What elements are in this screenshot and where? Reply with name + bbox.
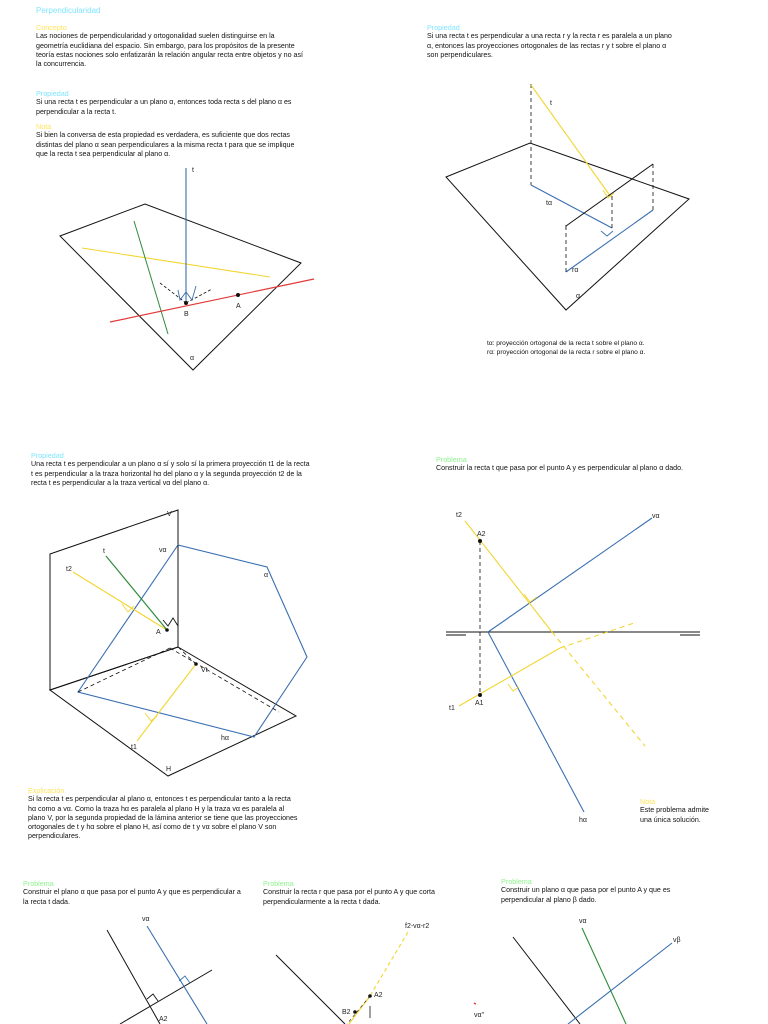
fig5-right-angle-1 <box>147 994 158 1001</box>
fig3-dashed-b <box>170 648 279 712</box>
fig3-label-t: t <box>103 548 105 555</box>
fig4-point-A2 <box>478 539 482 543</box>
fig6-yellow-line <box>349 996 370 1024</box>
fig7-black-line <box>513 937 580 1024</box>
fig6-black-line <box>276 955 345 1024</box>
fig1-point-B <box>184 301 188 305</box>
figure-2-projections <box>446 84 689 310</box>
note-1-heading: Nota <box>36 122 52 131</box>
fig1-dashed-1 <box>160 283 186 303</box>
fig3-right-angle-v <box>122 604 134 612</box>
figure-6-problem-3 <box>276 923 429 1024</box>
fig2-plane-alpha <box>446 143 689 310</box>
fig6-label-B2: B2 <box>342 1009 351 1016</box>
fig3-line-t <box>106 556 167 630</box>
fig3-right-angle-h <box>145 713 157 721</box>
fig4-line-t1-dashed <box>560 622 637 648</box>
fig4-label-va: vα <box>652 513 660 520</box>
note-2-heading: Nota <box>640 797 656 806</box>
fig3-dashed-a <box>78 648 170 692</box>
fig4-point-A1 <box>478 693 482 697</box>
figure-7-problem-4 <box>474 918 681 1024</box>
property-1-heading: Propiedad <box>36 89 69 98</box>
fig3-label-ha: hα <box>221 735 229 742</box>
fig1-yellow-line <box>82 248 270 277</box>
fig2-label-r: r <box>565 224 568 231</box>
problem-4-heading: Problema <box>501 877 532 886</box>
property-1-text: Si una recta t es perpendicular a un plano α, entonces toda recta s del plano α es perpendicular a la recta t. <box>36 98 292 116</box>
explanation-heading: Explicación <box>28 786 65 795</box>
fig3-label-V: V <box>167 511 172 518</box>
fig4-label-t2: t2 <box>456 512 462 519</box>
fig7-red-tick <box>474 1003 476 1004</box>
fig4-label-A2: A2 <box>477 531 486 538</box>
fig3-plane-H <box>50 647 296 776</box>
fig4-line-t2-dashed <box>552 632 645 746</box>
fig5-label-va: vα <box>142 916 150 923</box>
fig7-label-vapp: vα'' <box>474 1012 485 1019</box>
fig1-green-line <box>134 221 168 334</box>
intro-text: Las nociones de perpendicularidad y ortogonalidad suelen distinguirse en la geometría euclidiana del espacio. Sin embargo, para los propósitos de la presente teoría estas nociones solo enfatizarán la relación angular recta entre objetos y no así la concurrencia. <box>36 32 303 69</box>
figure-5-problem-2 <box>107 916 212 1024</box>
fig4-label-ha: hα <box>579 817 587 824</box>
fig7-line-va <box>582 928 626 1024</box>
property-2-heading: Propiedad <box>427 23 460 32</box>
fig1-red-line <box>110 279 314 322</box>
problem-4-text: Construir un plano α que pasa por el punto A y que es perpendicular al plano β dado. <box>501 886 671 904</box>
fig5-black-line-1 <box>107 930 160 1024</box>
legend-line-r: rα: proyección ortogonal de la recta r sobre el plano α. <box>487 348 646 356</box>
fig3-line-t2 <box>73 572 167 630</box>
fig3-label-Vt: Vt <box>201 667 208 674</box>
problem-1-heading: Problema <box>436 455 467 464</box>
fig5-label-A2: A2 <box>159 1016 168 1023</box>
fig3-point-Vt <box>194 662 198 666</box>
problem-3-text: Construir la recta r que pasa por el punto A y que corta perpendicularmente a la recta t dada. <box>263 888 435 906</box>
fig1-label-B: B <box>184 311 189 318</box>
fig4-trace-ha <box>488 632 584 812</box>
fig2-line-t <box>531 85 611 197</box>
fig7-label-va: vα <box>579 918 587 925</box>
fig1-label-alpha: α <box>190 355 195 362</box>
fig2-line-r <box>566 164 653 226</box>
property-2-text: Si una recta t es perpendicular a una recta r y la recta r es paralela a un plano α, entonces las proyecciones ortogonales de las rectas r y t sobre el plano α son perpendiculares. <box>427 32 672 59</box>
fig3-label-A: A <box>156 629 161 636</box>
fig3-point-A <box>165 628 169 632</box>
fig4-label-A1: A1 <box>475 700 484 707</box>
fig7-label-vb: vβ <box>673 937 681 944</box>
problem-3-heading: Problema <box>263 879 294 888</box>
fig3-label-t2: t2 <box>66 566 72 573</box>
fig3-right-angle-t <box>163 618 178 626</box>
fig6-point-B2 <box>353 1010 357 1014</box>
fig1-plane-alpha <box>60 204 301 370</box>
fig6-yellow-dashed <box>370 932 408 996</box>
fig1-right-angle-marks <box>178 286 196 300</box>
legend-line-t: tα: proyección ortogonal de la recta t sobre el plano α. <box>487 340 645 347</box>
fig1-label-A: A <box>236 303 241 310</box>
problem-1-text: Construir la recta t que pasa por el punto A y es perpendicular al plano α dado. <box>436 464 684 473</box>
problem-2-text: Construir el plano α que pasa por el punto A y que es perpendicular a la recta t dada. <box>23 888 241 906</box>
fig2-right-angle-proj <box>601 231 613 236</box>
fig1-point-A <box>236 293 240 297</box>
fig3-label-alpha: α <box>264 572 269 579</box>
fig3-label-H: H <box>166 766 172 773</box>
intro-heading: Concepto <box>36 23 67 32</box>
fig3-label-t1: t1 <box>131 744 137 751</box>
fig2-label-ra: rα <box>572 267 579 274</box>
fig4-trace-va <box>488 518 652 632</box>
fig6-point-A2 <box>368 994 372 998</box>
fig2-label-t: t <box>550 100 552 107</box>
fig6-label-A2: A2 <box>374 992 383 999</box>
figure-1-plane-perpendicular <box>60 167 314 370</box>
fig5-line-va <box>147 926 207 1024</box>
explanation-text: Si la recta t es perpendicular al plano α, entonces t es perpendicular tanto a la recta hα como a vα. Como la traza hα es paralela al plano H y la traza vα es paralela al plano V, por la segunda propiedad de la lámina anterior se tiene que las proyecciones ortogonales de t y hα sobre el plano H, así como de t y vα sobre el plano V son perpendiculares. <box>28 795 298 841</box>
property-3-heading: Propiedad <box>31 451 64 460</box>
fig4-line-t1 <box>459 648 560 706</box>
fig1-label-t: t <box>192 167 194 174</box>
fig6-label-f2: f2-vα-r2 <box>405 923 430 930</box>
property-3-text: Una recta t es perpendicular a un plano α sí y solo sí la primera proyección t1 de la recta t es perpendicular a la traza horizontal hα del plano α y la segunda proyección t2 de la recta t es perpendicular a la traza vertical vα del plano α. <box>31 460 310 487</box>
fig3-plane-V <box>50 510 178 690</box>
fig2-line-r-alpha <box>566 210 653 272</box>
note-1-text: Si bien la conversa de esta propiedad es verdadera, es suficiente que dos rectas distintas del plano α sean perpendiculares a la misma recta t para que se implique que la recta t sea perpendicular al plano α. <box>36 131 295 158</box>
fig2-label-alpha: α <box>576 293 581 300</box>
fig3-label-va: vα <box>159 547 167 554</box>
fig2-label-ta: tα <box>546 200 552 207</box>
note-2-text: Este problema admite una única solución. <box>640 806 710 824</box>
figure-4-problem-1 <box>446 512 700 824</box>
problem-2-heading: Problema <box>23 879 54 888</box>
figure-3-dihedral <box>50 510 307 776</box>
fig4-label-t1: t1 <box>449 705 455 712</box>
page-title: Perpendicularidad <box>36 6 101 15</box>
fig3-line-t1 <box>137 664 196 741</box>
